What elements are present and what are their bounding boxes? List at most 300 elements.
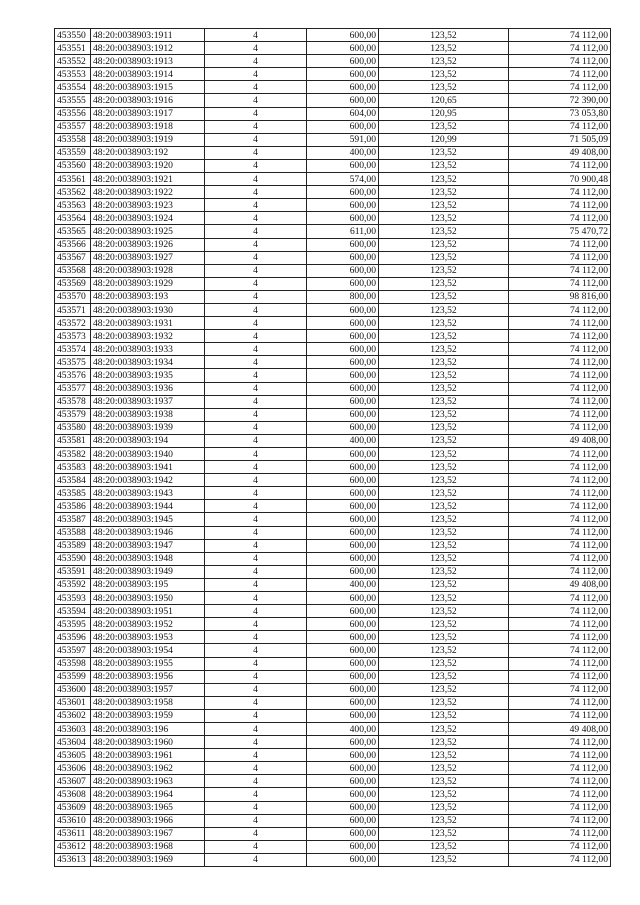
row-number-cell: 453585 — [55, 487, 91, 500]
value-cell: 74 112,00 — [509, 159, 611, 172]
table-row — [55, 120, 611, 133]
rate-cell: 123,52 — [379, 775, 509, 788]
table-row — [55, 277, 611, 290]
category-cell: 4 — [205, 853, 307, 866]
rate-cell: 123,52 — [379, 526, 509, 539]
rate-cell: 123,52 — [379, 29, 509, 42]
value-cell: 74 112,00 — [509, 618, 611, 631]
area-cell: 600,00 — [307, 696, 379, 709]
value-cell: 98 816,00 — [509, 290, 611, 303]
value-cell: 74 112,00 — [509, 212, 611, 225]
table-row — [55, 696, 611, 709]
rate-cell: 123,52 — [379, 186, 509, 199]
area-cell: 600,00 — [307, 330, 379, 343]
cadastral-number-cell: 48:20:0038903:1966 — [91, 814, 205, 827]
cadastral-number-cell: 48:20:0038903:1940 — [91, 448, 205, 461]
rate-cell: 123,52 — [379, 736, 509, 749]
area-cell: 600,00 — [307, 408, 379, 421]
rate-cell: 123,52 — [379, 42, 509, 55]
cadastral-number-cell: 48:20:0038903:1941 — [91, 461, 205, 474]
cadastral-number-cell: 48:20:0038903:1917 — [91, 107, 205, 120]
parcel-table-body — [55, 29, 611, 867]
category-cell: 4 — [205, 251, 307, 264]
cadastral-number-cell: 48:20:0038903:1913 — [91, 55, 205, 68]
rate-cell: 123,52 — [379, 827, 509, 840]
cadastral-number-cell: 48:20:0038903:1934 — [91, 356, 205, 369]
table-row — [55, 827, 611, 840]
cadastral-number-cell: 48:20:0038903:1964 — [91, 788, 205, 801]
category-cell: 4 — [205, 696, 307, 709]
table-row — [55, 173, 611, 186]
value-cell: 74 112,00 — [509, 120, 611, 133]
rate-cell: 123,52 — [379, 277, 509, 290]
table-row — [55, 631, 611, 644]
area-cell: 600,00 — [307, 448, 379, 461]
category-cell: 4 — [205, 186, 307, 199]
category-cell: 4 — [205, 631, 307, 644]
row-number-cell: 453600 — [55, 683, 91, 696]
rate-cell: 123,52 — [379, 500, 509, 513]
area-cell: 600,00 — [307, 618, 379, 631]
category-cell: 4 — [205, 736, 307, 749]
row-number-cell: 453609 — [55, 801, 91, 814]
table-row — [55, 369, 611, 382]
value-cell: 74 112,00 — [509, 749, 611, 762]
table-row — [55, 513, 611, 526]
cadastral-number-cell: 48:20:0038903:1919 — [91, 133, 205, 146]
row-number-cell: 453560 — [55, 159, 91, 172]
row-number-cell: 453598 — [55, 657, 91, 670]
area-cell: 600,00 — [307, 749, 379, 762]
cadastral-number-cell: 48:20:0038903:1912 — [91, 42, 205, 55]
value-cell: 74 112,00 — [509, 55, 611, 68]
rate-cell: 123,52 — [379, 421, 509, 434]
rate-cell: 123,52 — [379, 631, 509, 644]
table-row — [55, 853, 611, 866]
row-number-cell: 453578 — [55, 395, 91, 408]
area-cell: 600,00 — [307, 474, 379, 487]
area-cell: 600,00 — [307, 343, 379, 356]
cadastral-number-cell: 48:20:0038903:1961 — [91, 749, 205, 762]
category-cell: 4 — [205, 68, 307, 81]
category-cell: 4 — [205, 94, 307, 107]
area-cell: 600,00 — [307, 539, 379, 552]
rate-cell: 123,52 — [379, 68, 509, 81]
row-number-cell: 453599 — [55, 670, 91, 683]
row-number-cell: 453602 — [55, 709, 91, 722]
value-cell: 75 470,72 — [509, 225, 611, 238]
table-row — [55, 840, 611, 853]
table-row — [55, 212, 611, 225]
value-cell: 74 112,00 — [509, 369, 611, 382]
category-cell: 4 — [205, 317, 307, 330]
rate-cell: 123,52 — [379, 225, 509, 238]
cadastral-number-cell: 48:20:0038903:194 — [91, 434, 205, 447]
rate-cell: 123,52 — [379, 461, 509, 474]
cadastral-number-cell: 48:20:0038903:195 — [91, 578, 205, 591]
category-cell: 4 — [205, 448, 307, 461]
cadastral-number-cell: 48:20:0038903:1958 — [91, 696, 205, 709]
table-row — [55, 238, 611, 251]
cadastral-number-cell: 48:20:0038903:196 — [91, 722, 205, 735]
category-cell: 4 — [205, 225, 307, 238]
category-cell: 4 — [205, 722, 307, 735]
area-cell: 600,00 — [307, 709, 379, 722]
value-cell: 74 112,00 — [509, 448, 611, 461]
value-cell: 74 112,00 — [509, 827, 611, 840]
category-cell: 4 — [205, 107, 307, 120]
cadastral-number-cell: 48:20:0038903:1932 — [91, 330, 205, 343]
table-row — [55, 421, 611, 434]
row-number-cell: 453582 — [55, 448, 91, 461]
table-row — [55, 159, 611, 172]
rate-cell: 123,52 — [379, 317, 509, 330]
rate-cell: 123,52 — [379, 605, 509, 618]
category-cell: 4 — [205, 775, 307, 788]
table-row — [55, 578, 611, 591]
rate-cell: 123,52 — [379, 55, 509, 68]
area-cell: 600,00 — [307, 814, 379, 827]
cadastral-number-cell: 48:20:0038903:1933 — [91, 343, 205, 356]
rate-cell: 123,52 — [379, 618, 509, 631]
table-row — [55, 290, 611, 303]
rate-cell: 123,52 — [379, 709, 509, 722]
row-number-cell: 453597 — [55, 644, 91, 657]
rate-cell: 123,52 — [379, 173, 509, 186]
table-row — [55, 775, 611, 788]
value-cell: 74 112,00 — [509, 303, 611, 316]
area-cell: 600,00 — [307, 605, 379, 618]
value-cell: 74 112,00 — [509, 762, 611, 775]
area-cell: 600,00 — [307, 94, 379, 107]
area-cell: 600,00 — [307, 592, 379, 605]
cadastral-number-cell: 48:20:0038903:1922 — [91, 186, 205, 199]
value-cell: 74 112,00 — [509, 356, 611, 369]
area-cell: 600,00 — [307, 356, 379, 369]
category-cell: 4 — [205, 827, 307, 840]
category-cell: 4 — [205, 146, 307, 159]
area-cell: 591,00 — [307, 133, 379, 146]
area-cell: 611,00 — [307, 225, 379, 238]
value-cell: 74 112,00 — [509, 408, 611, 421]
value-cell: 74 112,00 — [509, 788, 611, 801]
rate-cell: 123,52 — [379, 159, 509, 172]
category-cell: 4 — [205, 552, 307, 565]
rate-cell: 123,52 — [379, 212, 509, 225]
value-cell: 74 112,00 — [509, 513, 611, 526]
rate-cell: 120,99 — [379, 133, 509, 146]
table-row — [55, 317, 611, 330]
category-cell: 4 — [205, 474, 307, 487]
table-row — [55, 657, 611, 670]
table-row — [55, 408, 611, 421]
area-cell: 600,00 — [307, 395, 379, 408]
area-cell: 600,00 — [307, 55, 379, 68]
area-cell: 600,00 — [307, 644, 379, 657]
cadastral-number-cell: 48:20:0038903:192 — [91, 146, 205, 159]
table-row — [55, 487, 611, 500]
table-row — [55, 683, 611, 696]
table-row — [55, 670, 611, 683]
area-cell: 600,00 — [307, 853, 379, 866]
row-number-cell: 453558 — [55, 133, 91, 146]
value-cell: 74 112,00 — [509, 565, 611, 578]
category-cell: 4 — [205, 42, 307, 55]
value-cell: 74 112,00 — [509, 592, 611, 605]
rate-cell: 123,52 — [379, 199, 509, 212]
cadastral-number-cell: 48:20:0038903:1955 — [91, 657, 205, 670]
table-row — [55, 343, 611, 356]
value-cell: 74 112,00 — [509, 81, 611, 94]
value-cell: 74 112,00 — [509, 395, 611, 408]
area-cell: 600,00 — [307, 251, 379, 264]
table-row — [55, 474, 611, 487]
value-cell: 74 112,00 — [509, 775, 611, 788]
category-cell: 4 — [205, 840, 307, 853]
area-cell: 600,00 — [307, 670, 379, 683]
table-row — [55, 788, 611, 801]
table-row — [55, 762, 611, 775]
rate-cell: 123,52 — [379, 657, 509, 670]
table-row — [55, 709, 611, 722]
table-row — [55, 565, 611, 578]
table-row — [55, 81, 611, 94]
area-cell: 600,00 — [307, 212, 379, 225]
area-cell: 400,00 — [307, 434, 379, 447]
table-row — [55, 461, 611, 474]
row-number-cell: 453603 — [55, 722, 91, 735]
area-cell: 600,00 — [307, 159, 379, 172]
cadastral-number-cell: 48:20:0038903:1936 — [91, 382, 205, 395]
row-number-cell: 453564 — [55, 212, 91, 225]
value-cell: 72 390,00 — [509, 94, 611, 107]
cadastral-number-cell: 48:20:0038903:1957 — [91, 683, 205, 696]
rate-cell: 123,52 — [379, 264, 509, 277]
cadastral-number-cell: 48:20:0038903:1954 — [91, 644, 205, 657]
table-row — [55, 29, 611, 42]
value-cell: 49 408,00 — [509, 578, 611, 591]
table-row — [55, 356, 611, 369]
row-number-cell: 453587 — [55, 513, 91, 526]
value-cell: 74 112,00 — [509, 277, 611, 290]
cadastral-number-cell: 48:20:0038903:193 — [91, 290, 205, 303]
row-number-cell: 453574 — [55, 343, 91, 356]
cadastral-number-cell: 48:20:0038903:1968 — [91, 840, 205, 853]
area-cell: 600,00 — [307, 775, 379, 788]
table-row — [55, 251, 611, 264]
rate-cell: 123,52 — [379, 814, 509, 827]
cadastral-number-cell: 48:20:0038903:1920 — [91, 159, 205, 172]
value-cell: 73 053,80 — [509, 107, 611, 120]
cadastral-number-cell: 48:20:0038903:1962 — [91, 762, 205, 775]
area-cell: 600,00 — [307, 42, 379, 55]
row-number-cell: 453584 — [55, 474, 91, 487]
row-number-cell: 453612 — [55, 840, 91, 853]
rate-cell: 123,52 — [379, 722, 509, 735]
cadastral-number-cell: 48:20:0038903:1956 — [91, 670, 205, 683]
category-cell: 4 — [205, 395, 307, 408]
area-cell: 600,00 — [307, 500, 379, 513]
cadastral-number-cell: 48:20:0038903:1939 — [91, 421, 205, 434]
cadastral-number-cell: 48:20:0038903:1924 — [91, 212, 205, 225]
category-cell: 4 — [205, 749, 307, 762]
cadastral-number-cell: 48:20:0038903:1918 — [91, 120, 205, 133]
value-cell: 74 112,00 — [509, 251, 611, 264]
table-row — [55, 592, 611, 605]
table-row — [55, 303, 611, 316]
cadastral-number-cell: 48:20:0038903:1951 — [91, 605, 205, 618]
category-cell: 4 — [205, 382, 307, 395]
area-cell: 600,00 — [307, 264, 379, 277]
value-cell: 74 112,00 — [509, 42, 611, 55]
rate-cell: 123,52 — [379, 474, 509, 487]
category-cell: 4 — [205, 539, 307, 552]
table-row — [55, 801, 611, 814]
value-cell: 74 112,00 — [509, 670, 611, 683]
value-cell: 74 112,00 — [509, 644, 611, 657]
area-cell: 600,00 — [307, 303, 379, 316]
rate-cell: 123,52 — [379, 539, 509, 552]
area-cell: 800,00 — [307, 290, 379, 303]
cadastral-number-cell: 48:20:0038903:1916 — [91, 94, 205, 107]
table-row — [55, 146, 611, 159]
value-cell: 74 112,00 — [509, 840, 611, 853]
table-row — [55, 186, 611, 199]
area-cell: 600,00 — [307, 657, 379, 670]
category-cell: 4 — [205, 605, 307, 618]
area-cell: 600,00 — [307, 369, 379, 382]
category-cell: 4 — [205, 369, 307, 382]
rate-cell: 123,52 — [379, 487, 509, 500]
row-number-cell: 453566 — [55, 238, 91, 251]
category-cell: 4 — [205, 29, 307, 42]
table-row — [55, 814, 611, 827]
category-cell: 4 — [205, 500, 307, 513]
rate-cell: 123,52 — [379, 788, 509, 801]
rate-cell: 123,52 — [379, 683, 509, 696]
row-number-cell: 453576 — [55, 369, 91, 382]
table-row — [55, 199, 611, 212]
cadastral-number-cell: 48:20:0038903:1937 — [91, 395, 205, 408]
table-row — [55, 55, 611, 68]
category-cell: 4 — [205, 303, 307, 316]
rate-cell: 123,52 — [379, 251, 509, 264]
value-cell: 74 112,00 — [509, 474, 611, 487]
area-cell: 600,00 — [307, 81, 379, 94]
table-row — [55, 382, 611, 395]
area-cell: 600,00 — [307, 461, 379, 474]
rate-cell: 123,52 — [379, 592, 509, 605]
cadastral-number-cell: 48:20:0038903:1949 — [91, 565, 205, 578]
table-row — [55, 605, 611, 618]
value-cell: 74 112,00 — [509, 631, 611, 644]
rate-cell: 123,52 — [379, 303, 509, 316]
rate-cell: 123,52 — [379, 81, 509, 94]
category-cell: 4 — [205, 277, 307, 290]
category-cell: 4 — [205, 199, 307, 212]
category-cell: 4 — [205, 578, 307, 591]
row-number-cell: 453581 — [55, 434, 91, 447]
row-number-cell: 453571 — [55, 303, 91, 316]
value-cell: 74 112,00 — [509, 461, 611, 474]
area-cell: 600,00 — [307, 526, 379, 539]
value-cell: 49 408,00 — [509, 146, 611, 159]
cadastral-number-cell: 48:20:0038903:1960 — [91, 736, 205, 749]
cadastral-number-cell: 48:20:0038903:1969 — [91, 853, 205, 866]
category-cell: 4 — [205, 657, 307, 670]
category-cell: 4 — [205, 526, 307, 539]
row-number-cell: 453573 — [55, 330, 91, 343]
row-number-cell: 453583 — [55, 461, 91, 474]
category-cell: 4 — [205, 330, 307, 343]
rate-cell: 123,52 — [379, 448, 509, 461]
category-cell: 4 — [205, 644, 307, 657]
area-cell: 600,00 — [307, 827, 379, 840]
area-cell: 600,00 — [307, 29, 379, 42]
value-cell: 74 112,00 — [509, 709, 611, 722]
value-cell: 74 112,00 — [509, 68, 611, 81]
value-cell: 49 408,00 — [509, 722, 611, 735]
category-cell: 4 — [205, 81, 307, 94]
row-number-cell: 453580 — [55, 421, 91, 434]
category-cell: 4 — [205, 212, 307, 225]
value-cell: 74 112,00 — [509, 199, 611, 212]
rate-cell: 123,52 — [379, 578, 509, 591]
category-cell: 4 — [205, 238, 307, 251]
cadastral-number-cell: 48:20:0038903:1914 — [91, 68, 205, 81]
area-cell: 600,00 — [307, 736, 379, 749]
cadastral-number-cell: 48:20:0038903:1921 — [91, 173, 205, 186]
row-number-cell: 453569 — [55, 277, 91, 290]
category-cell: 4 — [205, 408, 307, 421]
value-cell: 74 112,00 — [509, 421, 611, 434]
table-row — [55, 500, 611, 513]
rate-cell: 123,52 — [379, 565, 509, 578]
area-cell: 574,00 — [307, 173, 379, 186]
table-row — [55, 395, 611, 408]
table-row — [55, 225, 611, 238]
row-number-cell: 453592 — [55, 578, 91, 591]
row-number-cell: 453590 — [55, 552, 91, 565]
row-number-cell: 453555 — [55, 94, 91, 107]
rate-cell: 123,52 — [379, 434, 509, 447]
cadastral-number-cell: 48:20:0038903:1967 — [91, 827, 205, 840]
category-cell: 4 — [205, 55, 307, 68]
value-cell: 49 408,00 — [509, 434, 611, 447]
row-number-cell: 453559 — [55, 146, 91, 159]
rate-cell: 123,52 — [379, 369, 509, 382]
table-row — [55, 644, 611, 657]
category-cell: 4 — [205, 814, 307, 827]
area-cell: 600,00 — [307, 552, 379, 565]
category-cell: 4 — [205, 565, 307, 578]
cadastral-number-cell: 48:20:0038903:1935 — [91, 369, 205, 382]
rate-cell: 123,52 — [379, 146, 509, 159]
category-cell: 4 — [205, 290, 307, 303]
value-cell: 70 900,48 — [509, 173, 611, 186]
value-cell: 74 112,00 — [509, 238, 611, 251]
category-cell: 4 — [205, 159, 307, 172]
row-number-cell: 453577 — [55, 382, 91, 395]
category-cell: 4 — [205, 618, 307, 631]
rate-cell: 123,52 — [379, 840, 509, 853]
row-number-cell: 453554 — [55, 81, 91, 94]
area-cell: 600,00 — [307, 801, 379, 814]
row-number-cell: 453553 — [55, 68, 91, 81]
table-row — [55, 526, 611, 539]
area-cell: 400,00 — [307, 578, 379, 591]
row-number-cell: 453593 — [55, 592, 91, 605]
